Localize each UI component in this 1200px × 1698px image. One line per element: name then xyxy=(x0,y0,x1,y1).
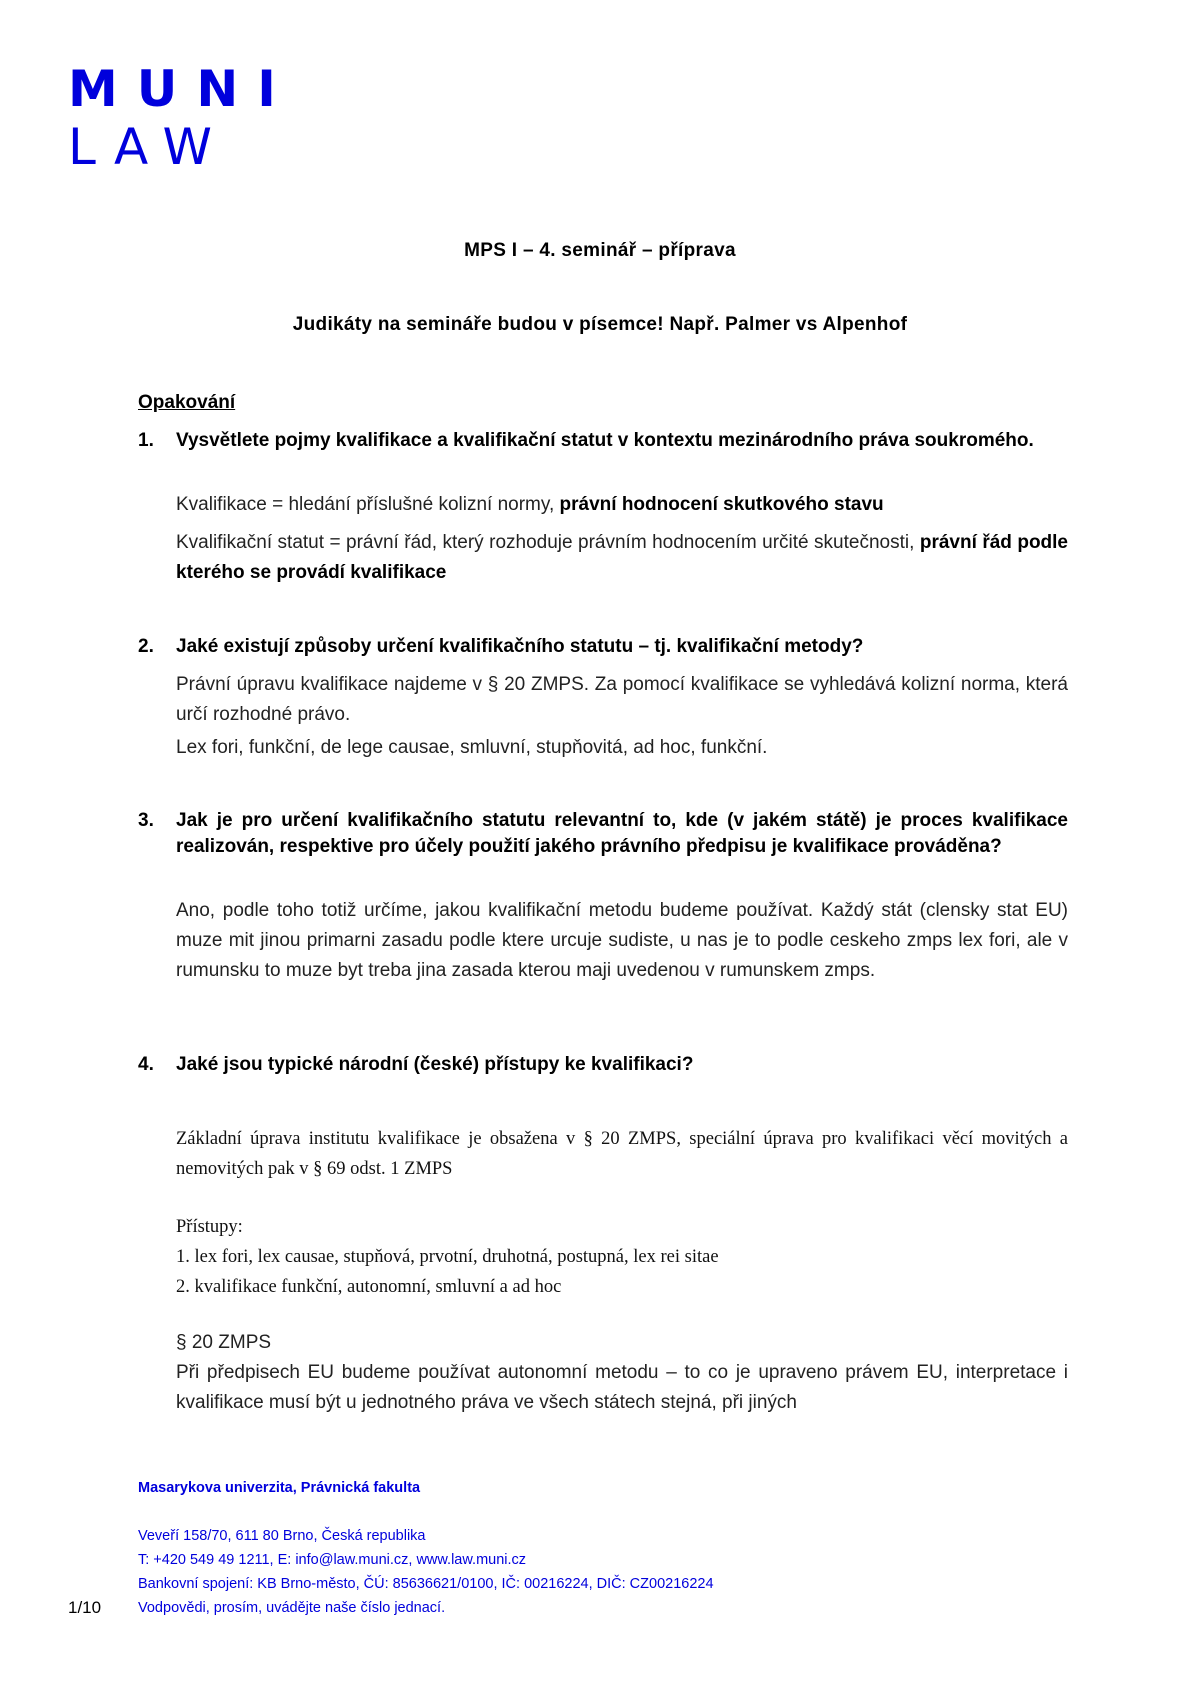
question-text: Vysvětlete pojmy kvalifikace a kvalifikační statut v kontextu mezinárodního práva soukromého. xyxy=(176,430,1034,451)
answer-4-paragraph-2: Při předpisech EU budeme používat autonomní metodu – to co je upraveno právem EU, interpretace i kvalifikace musí být u jednotného práva ve všech státech stejná, při jiných xyxy=(176,1362,1068,1413)
answer-4-approach-item: 2. kvalifikace funkční, autonomní, smluvní a ad hoc xyxy=(176,1277,562,1297)
question-text: Jak je pro určení kvalifikačního statutu relevantní to, kde (v jakém státě) je proces kvalifikace realizován, respektive pro účely použití jakého právního předpisu je kvalifikace prováděna? xyxy=(176,810,1068,857)
question-number: 4. xyxy=(138,1054,154,1075)
question-number: 1. xyxy=(138,430,154,451)
answer-text: Kvalifikační statut = právní řád, který rozhoduje právním hodnocením určité skutečnosti, xyxy=(176,532,920,553)
answer-1-paragraph-1 xyxy=(176,490,1068,520)
question-2 xyxy=(138,634,1068,660)
question-text: Jaké jsou typické národní (české) přístupy ke kvalifikaci? xyxy=(176,1054,694,1075)
section-heading-opakovani: Opakování xyxy=(138,392,236,413)
question-text: Jaké existují způsoby určení kvalifikačního statutu – tj. kvalifikační metody? xyxy=(176,636,864,657)
footer-address: Veveří 158/70, 611 80 Brno, Česká republika xyxy=(138,1528,426,1544)
footer-org-name: Masarykova univerzita, Právnická fakulta xyxy=(138,1480,421,1496)
logo-line-muni: MUNI xyxy=(68,60,295,118)
footer-note: Vodpovědi, prosím, uvádějte naše číslo jednací. xyxy=(138,1600,446,1616)
muni-law-logo xyxy=(68,60,295,176)
question-3 xyxy=(138,808,1068,860)
answer-2-paragraph-1: Právní úpravu kvalifikace najdeme v § 20 ZMPS. Za pomocí kvalifikace se vyhledává kolizní norma, která určí rozhodné právo. xyxy=(176,674,1068,725)
answer-4-paragraph-1: Základní úprava institutu kvalifikace je obsažena v § 20 ZMPS, speciální úprava pro kvalifikaci věcí movitých a nemovitých pak v § 69 odst. 1 ZMPS xyxy=(176,1129,1068,1179)
page-number: 1/10 xyxy=(68,1598,102,1617)
answer-text: Kvalifikace = hledání příslušné kolizní normy, xyxy=(176,494,560,515)
footer-bank: Bankovní spojení: KB Brno-město, ČÚ: 85636621/0100, IČ: 00216224, DIČ: CZ00216224 xyxy=(138,1576,714,1592)
answer-4-section-heading: § 20 ZMPS xyxy=(176,1332,272,1353)
question-number: 3. xyxy=(138,810,154,831)
logo-line-law: LAW xyxy=(68,118,229,176)
question-4 xyxy=(138,1052,1068,1078)
document-subtitle: Judikáty na semináře budou v písemce! Např. Palmer vs Alpenhof xyxy=(292,314,908,335)
question-number: 2. xyxy=(138,636,154,657)
answer-4-approaches-label: Přístupy: xyxy=(176,1217,243,1237)
answer-2-paragraph-2: Lex fori, funkční, de lege causae, smluvní, stupňovitá, ad hoc, funkční. xyxy=(176,737,768,758)
document-title: MPS I – 4. seminář – příprava xyxy=(464,240,736,261)
footer-contact: T: +420 549 49 1211, E: info@law.muni.cz, www.law.muni.cz xyxy=(138,1552,527,1568)
answer-emphasis: právní řád podle kterého se provádí kvalifikace xyxy=(176,532,1069,583)
answer-3-paragraph-1: Ano, podle toho totiž určíme, jakou kvalifikační metodu budeme používat. Každý stát (clensky stat EU) muze mit jinou primarni zasadu podle ktere urcuje sudiste, u nas je to podle ceskeho zmps lex fori, ale v rumunsku to muze byt treba jina zasada kterou maji uvedenou v rumunskem zmps. xyxy=(176,900,1068,981)
answer-1-paragraph-2 xyxy=(176,528,1068,588)
answer-4-approach-item: 1. lex fori, lex causae, stupňová, prvotní, druhotná, postupná, lex rei sitae xyxy=(176,1247,719,1267)
answer-emphasis: právní hodnocení skutkového stavu xyxy=(559,494,884,515)
footer-organization xyxy=(138,1476,420,1500)
question-1 xyxy=(138,428,1068,454)
